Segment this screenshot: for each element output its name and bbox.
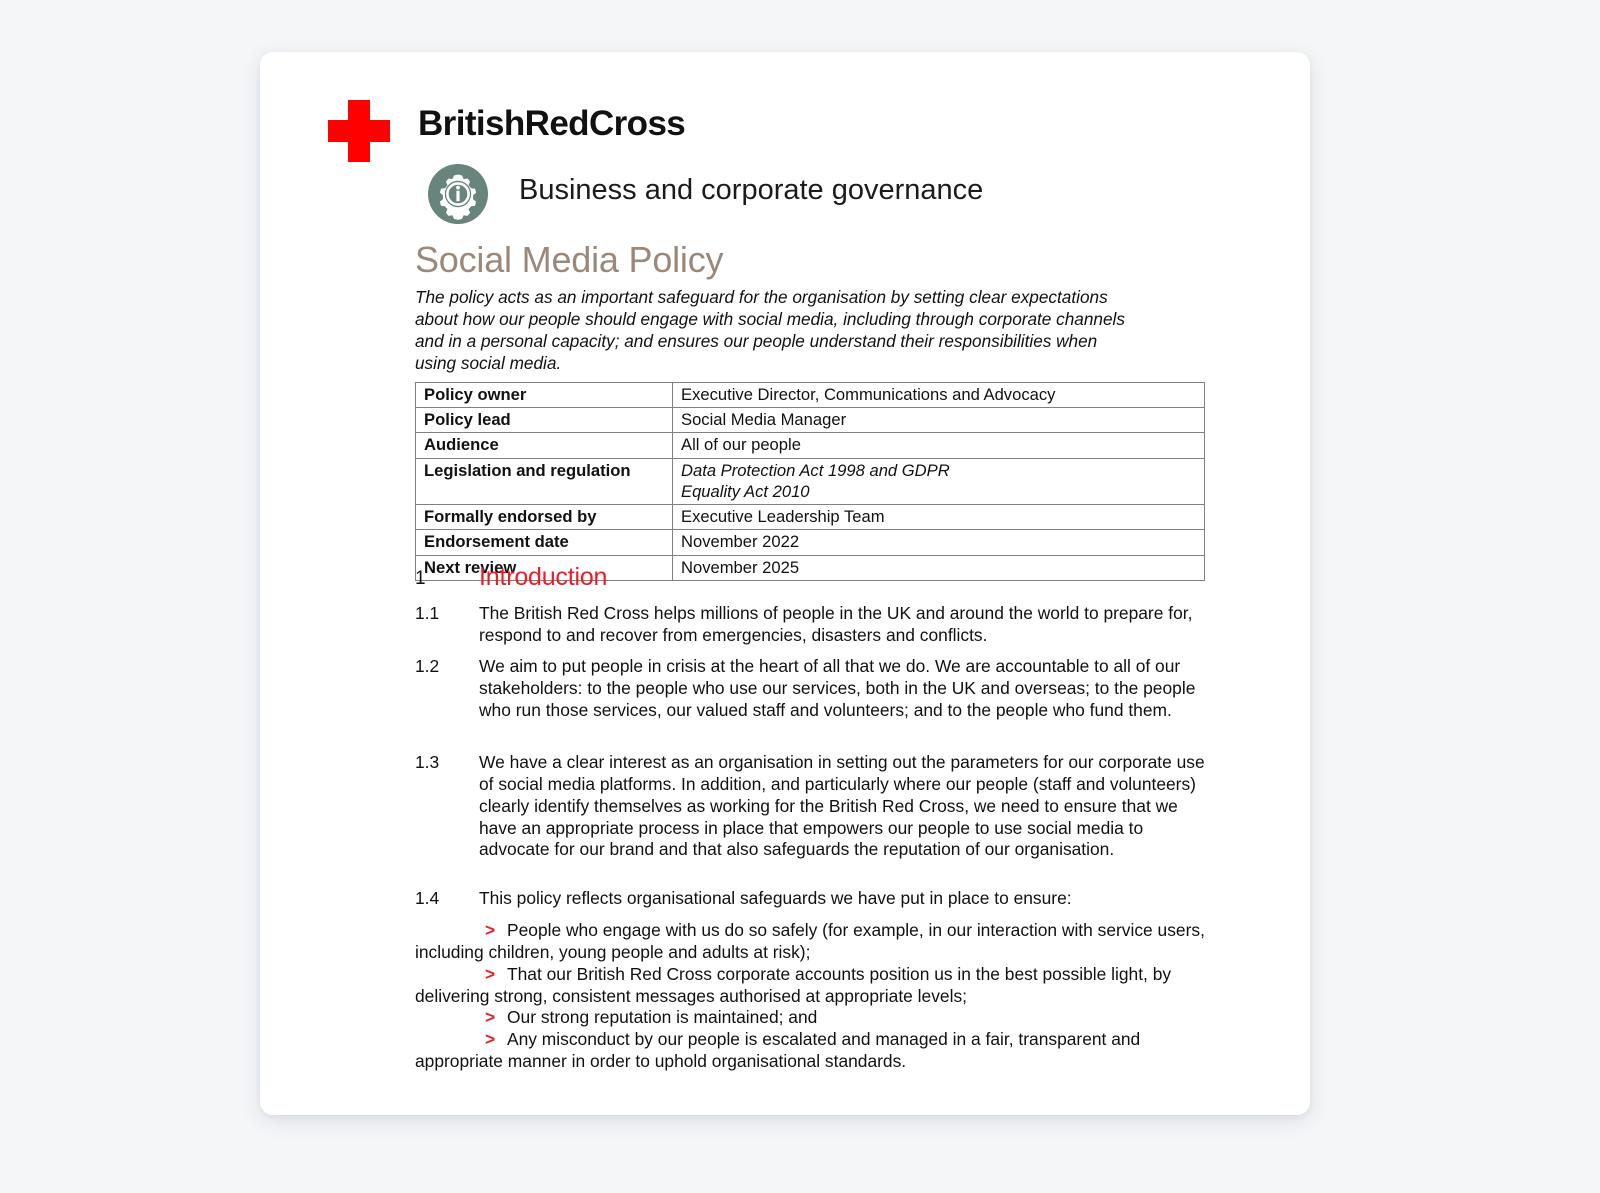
policy-summary: The policy acts as an important safeguard for the organisation by setting clear expectations about how our people should engage with social media, including through corporate channels and in a personal capacity; and ensures our people understand their responsibilities when using social media. — [415, 287, 1125, 374]
bullet-text: Any misconduct by our people is escalated and managed in a fair, transparent and appropriate manner in order to uphold organisational standards. — [415, 1029, 1141, 1072]
meta-value — [673, 458, 1205, 504]
meta-key: Formally endorsed by — [416, 505, 673, 530]
gear-info-icon — [427, 163, 489, 225]
clause-text: We aim to put people in crisis at the heart of all that we do. We are accountable to all of our stakeholders: to the people who use our services, both in the UK and overseas; to the people who run those services, our valued staff and volunteers; and to the people who fund them. — [479, 656, 1196, 720]
bullet-marker-icon: > — [485, 963, 496, 984]
list-item — [415, 1029, 1205, 1073]
list-item — [415, 1007, 1205, 1029]
table-row — [416, 458, 1205, 504]
list-item — [415, 920, 1205, 964]
clause-1-2 — [415, 656, 1205, 722]
meta-key: Endorsement date — [416, 530, 673, 555]
policy-metadata-table — [415, 382, 1205, 581]
table-row — [416, 383, 1205, 408]
section-title: Introduction — [479, 563, 608, 591]
policy-metadata-table-wrap — [415, 382, 1205, 581]
red-cross-icon — [328, 100, 394, 162]
red-cross-vertical-bar — [348, 100, 370, 162]
safeguards-bullet-list — [415, 920, 1205, 1073]
clause-1-3 — [415, 752, 1205, 861]
bullet-marker-icon: > — [485, 1029, 496, 1050]
clause-number: 1.3 — [415, 752, 440, 772]
meta-key: Legislation and regulation — [416, 458, 673, 504]
bullet-marker-icon: > — [485, 1007, 496, 1028]
meta-value-line: Equality Act 2010 — [681, 481, 810, 501]
bullet-text: People who engage with us do so safely (for example, in our interaction with service users, including children, young people and adults at risk); — [415, 920, 1205, 962]
category-row — [328, 163, 1248, 231]
meta-value: November 2025 — [673, 555, 1205, 580]
clause-text: This policy reflects organisational safeguards we have put in place to ensure: — [479, 888, 1072, 908]
table-row — [416, 408, 1205, 433]
clause-number: 1.2 — [415, 656, 440, 676]
meta-key: Policy owner — [416, 383, 673, 408]
table-row — [416, 530, 1205, 555]
bullet-text: That our British Red Cross corporate accounts position us in the best possible light, by delivering strong, consistent messages authorised at appropriate levels; — [415, 963, 1172, 1006]
clause-number: 1.4 — [415, 888, 440, 908]
document-page — [260, 52, 1310, 1115]
table-row — [416, 433, 1205, 458]
section-number: 1 — [415, 568, 426, 589]
clause-number: 1.1 — [415, 603, 440, 623]
bullet-marker-icon: > — [485, 920, 496, 940]
masthead — [328, 98, 1248, 231]
list-item — [415, 964, 1205, 1008]
meta-value: November 2022 — [673, 530, 1205, 555]
meta-key: Policy lead — [416, 408, 673, 433]
logo-row — [328, 98, 1248, 160]
clause-text: We have a clear interest as an organisation in setting out the parameters for our corporate use of social media platforms. In addition, and particularly where our people (staff and volunteers) clearly identify themselves as working for the British Red Cross, we need to ensure that we have an appropriate process in place that empowers our people to use social media to advocate for our brand and that also safeguards the reputation of our organisation. — [479, 752, 1205, 860]
clause-text: The British Red Cross helps millions of people in the UK and around the world to prepare for, respond to and recover from emergencies, disasters and conflicts. — [479, 603, 1193, 645]
meta-key: Next review — [416, 555, 673, 580]
table-row — [416, 505, 1205, 530]
meta-value: Executive Director, Communications and Advocacy — [673, 383, 1205, 408]
meta-value-line: Data Protection Act 1998 and GDPR — [681, 460, 950, 480]
meta-value: All of our people — [673, 433, 1205, 458]
document-content — [260, 52, 1310, 1115]
meta-key: Audience — [416, 433, 673, 458]
meta-value: Social Media Manager — [673, 408, 1205, 433]
clause-1-1 — [415, 603, 1205, 647]
meta-value: Executive Leadership Team — [673, 505, 1205, 530]
bullet-text: Our strong reputation is maintained; and — [507, 1007, 818, 1028]
brand-wordmark: BritishRedCross — [418, 104, 686, 143]
category-label: Business and corporate governance — [519, 174, 984, 206]
clause-1-4 — [415, 888, 1205, 910]
page-title: Social Media Policy — [415, 239, 724, 280]
